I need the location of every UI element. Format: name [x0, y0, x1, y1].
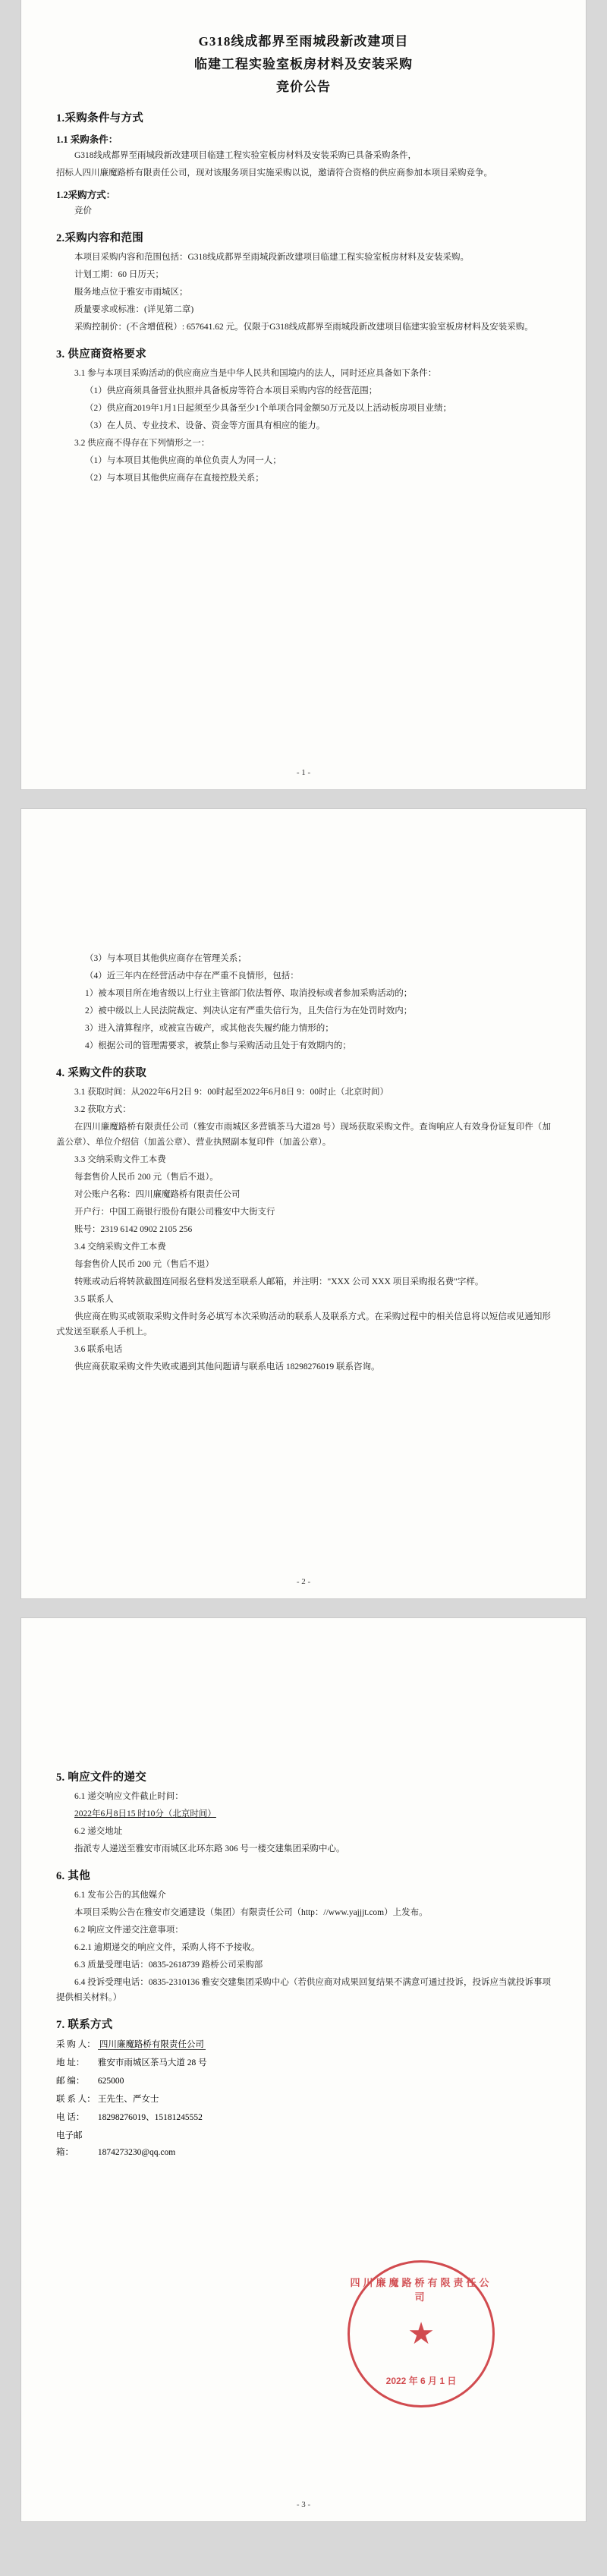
document-sheet-2: [21, 809, 586, 1598]
section-3-p6: （1）与本项目其他供应商的单位负责人为同一人；: [85, 456, 281, 465]
contact-value-buyer: 四川廉魔路桥有限责任公司: [99, 2040, 204, 2049]
section-3-p7: （2）与本项目其他供应商存在直接控股关系；: [85, 474, 264, 483]
section-6-p4: 6.2.1 逾期递交的响应文件，采购人将不予接收。: [74, 1943, 260, 1952]
seal-company-name: 四川廉魔路桥有限责任公司: [350, 2277, 492, 2303]
section-4-p4: 3.3 交纳采购文件工本费: [74, 1155, 166, 1164]
subsection-1-1-title: 1.1 采购条件：: [56, 134, 118, 145]
section-5-p4: 指派专人递送至雅安市雨城区北环东路 306 号一楼交建集团采购中心。: [74, 1844, 345, 1853]
section-4-p14: 3.6 联系电话: [74, 1345, 123, 1354]
section-4-p7: 开户行：中国工商银行股份有限公司雅安中大街支行: [74, 1208, 275, 1217]
contact-row-email: [56, 2127, 551, 2161]
document-sheet-3: [21, 1618, 586, 2521]
section-4-p10: 每套售价人民币 200 元（售后不退）: [74, 1260, 214, 1269]
seal-date: 2022 年 6 月 1 日: [385, 2376, 457, 2386]
section-6-p2: 本项目采购公告在雅安市交通建设（集团）有限责任公司（http：//www.yajjjt.com）上发布。: [74, 1908, 428, 1917]
contact-label-person: 联 系 人：: [56, 2095, 96, 2104]
contact-value-person: 王先生、严女士: [97, 2095, 159, 2104]
section-2-p4: 质量要求或标准：(详见第二章): [74, 305, 194, 314]
section-4-p2: 3.2 获取方式：: [74, 1105, 131, 1114]
section-3-p1: 3.1 参与本项目采购活动的供应商应当是中华人民共和国境内的法人，同时还应具备如下条件：: [74, 369, 437, 378]
subsection-1-2-title: 1.2采购方式：: [56, 190, 116, 200]
page2-cont-b: 2）被中级以上人民法院裁定、判决认定有严重失信行为，且失信行为在处罚时效内；: [85, 1006, 413, 1016]
contact-label-postcode: 邮 编：: [56, 2077, 85, 2086]
section-4-p8: 账号：2319 6142 0902 2105 256: [74, 1225, 193, 1234]
contact-row-postcode: [56, 2073, 551, 2089]
section-4-p9: 3.4 交纳采购文件工本费: [74, 1242, 166, 1252]
page2-cont-d: 4）根据公司的管理需要求，被禁止参与采购活动且处于有效期内的；: [85, 1041, 351, 1050]
document-sheet-1: [21, 0, 586, 789]
section-heading-1: 1.采购条件与方式: [56, 112, 144, 124]
seal-star-icon: ★: [407, 2317, 435, 2351]
contact-label-buyer: 采 购 人：: [56, 2040, 96, 2049]
title-line-3: 竞价公告: [276, 80, 331, 94]
page2-cont-p4: （4）近三年内在经营活动中存在严重不良情形，包括：: [85, 972, 299, 981]
section-4-p3: 在四川廉魔路桥有限责任公司（雅安市雨城区多营镇茶马大道28 号）现场获取采购文件。查询响应人有效身份证复印件（加盖公章）、单位介绍信（加盖公章）、营业执照副本复印件（加盖公章）。: [56, 1123, 551, 1147]
page2-cont-p3: （3）与本项目其他供应商存在管理关系；: [85, 954, 247, 963]
title-line-2: 临建工程实验室板房材料及安装采购: [194, 57, 413, 71]
contact-row-buyer: [56, 2036, 551, 2053]
section-5-deadline: 2022年6月8日15 时10分（北京时间）: [74, 1809, 216, 1819]
section-3-p4: （3）在人员、专业技术、设备、资金等方面具有相应的能力。: [85, 421, 326, 430]
page-number-3: - 3 -: [296, 2500, 311, 2509]
contact-value-phone: 18298276019、15181245552: [97, 2113, 203, 2122]
section-6-p3: 6.2 响应文件递交注意事项：: [74, 1926, 184, 1935]
contact-value-address: 雅安市雨城区茶马大道 28 号: [97, 2058, 207, 2067]
section-6-p6: 6.4 投诉受理电话：0835-2310136 雅安交建集团采购中心（若供应商对成果回复结果不满意可通过投诉，投诉应当就投诉事项提供相关材料。）: [56, 1978, 551, 2002]
page2-cont-c: 3）进入清算程序，或被宣告破产，或其他丧失履约能力情形的；: [85, 1024, 334, 1033]
subsection-1-1-p2: 招标人四川廉魔路桥有限责任公司，现对该服务项目实施采购以说，邀请符合资格的供应商参加本项目采购竞争。: [56, 168, 492, 178]
section-4-p12: 3.5 联系人: [74, 1295, 114, 1304]
section-3-p3: （2）供应商2019年1月1日起须至少具备至少1个单项合同金额50万元及以上活动板房项目业绩；: [85, 404, 451, 413]
contact-value-postcode: 625000: [97, 2077, 124, 2086]
section-heading-6: 6. 其他: [56, 1870, 90, 1882]
contact-row-phone: [56, 2109, 551, 2126]
section-3-p5: 3.2 供应商不得存在下列情形之一：: [74, 439, 210, 448]
section-2-p5: 采购控制价：(不含增值税）: 657641.62 元。仅限于G318线成都界至雨城段新改建项目临建实验室板房材料及安装采购。: [74, 323, 533, 332]
section-3-p2: （1）供应商须具备营业执照并具备板房等符合本项目采购内容的经营范围；: [85, 386, 378, 395]
contact-label-address: 地 址：: [56, 2058, 85, 2067]
contact-row-person: [56, 2091, 551, 2108]
contact-label-email: 电子邮箱：: [56, 2131, 83, 2157]
section-5-p1: 6.1 递交响应文件截止时间：: [74, 1792, 184, 1801]
section-heading-5: 5. 响应文件的递交: [56, 1771, 146, 1784]
title-line-1: G318线成都界至雨城段新改建项目: [198, 34, 409, 49]
section-4-p13: 供应商在购买或领取采购文件时务必填写本次采购活动的联系人及联系方式。在采购过程中的相关信息将以短信或见通知形式发送至联系人手机上。: [56, 1312, 551, 1337]
section-2-p1: 本项目采购内容和范围包括：G318线成都界至雨城段新改建项目临建工程实验室板房材料及安装采购。: [74, 253, 470, 262]
section-5-p3: 6.2 递交地址: [74, 1827, 123, 1836]
contact-value-email: 1874273230@qq.com: [97, 2148, 176, 2157]
contact-row-address: [56, 2055, 551, 2071]
page2-cont-a: 1）被本项目所在地省级以上行业主管部门依法暂停、取消投标或者参加采购活动的；: [85, 989, 413, 998]
section-4-p11: 转账或动后将转款截图连同报名登料发送至联系人邮箱，并注明："XXX 公司 XXX 项目采购报名费"字样。: [74, 1277, 484, 1286]
section-heading-2: 2.采购内容和范围: [56, 232, 144, 244]
section-2-p2: 计划工期：60 日历天；: [74, 270, 164, 279]
subsection-1-1-p1: G318线成都界至雨城段新改建项目临建工程实验室板房材料及安装采购已具备采购条件，: [74, 151, 417, 160]
section-heading-4: 4. 采购文件的获取: [56, 1067, 146, 1079]
section-6-p1: 6.1 发布公告的其他媒介: [74, 1891, 166, 1900]
section-heading-3: 3. 供应商资格要求: [56, 348, 146, 361]
page-number-1: - 1 -: [296, 768, 311, 777]
page-number-2: - 2 -: [296, 1577, 311, 1586]
section-heading-7: 7. 联系方式: [56, 2019, 113, 2031]
contact-label-phone: 电 话：: [56, 2113, 85, 2122]
section-6-p5: 6.3 质量受理电话：0835-2618739 路桥公司采购部: [74, 1960, 263, 1970]
section-4-p5: 每套售价人民币 200 元（售后不退）。: [74, 1173, 219, 1182]
subsection-1-2-p1: 竞价: [74, 206, 92, 216]
section-2-p3: 服务地点位于雅安市雨城区；: [74, 288, 188, 297]
section-4-p1: 3.1 获取时间：从2022年6月2日 9：00时起至2022年6月8日 9：00时止（北京时间）: [74, 1088, 388, 1097]
company-seal-stamp: [348, 2260, 495, 2408]
section-4-p6: 对公账户名称：四川廉魔路桥有限责任公司: [74, 1190, 241, 1199]
document-title: [56, 30, 551, 99]
section-4-p15: 供应商获取采购文件失败或遇到其他问题请与联系电话 18298276019 联系咨询。: [74, 1362, 380, 1371]
